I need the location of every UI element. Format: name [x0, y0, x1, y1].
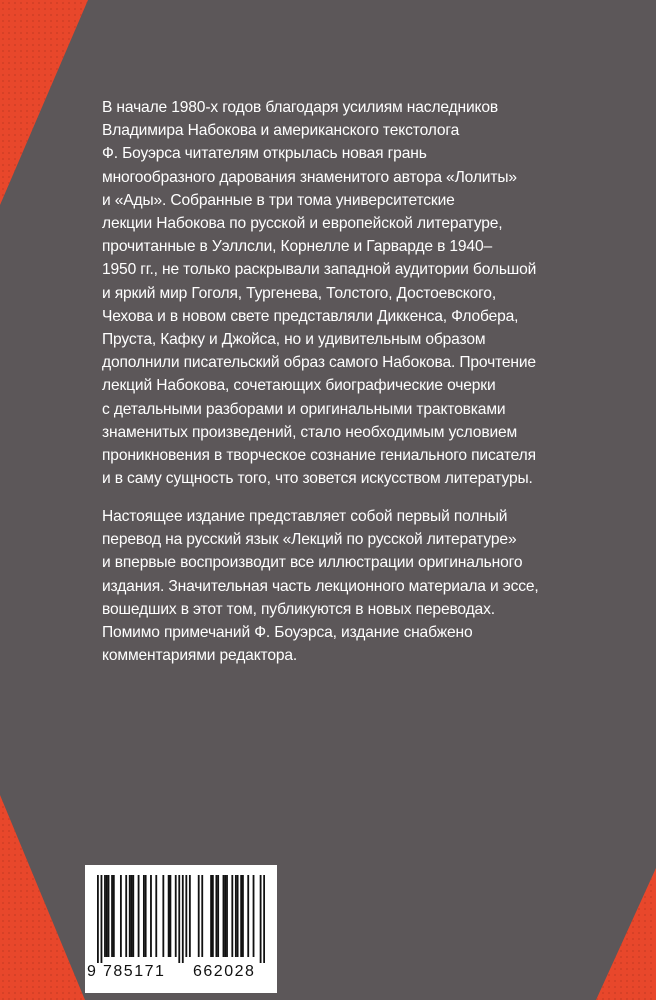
barcode-bar — [113, 875, 115, 957]
text-line: и в саму сущность того, что зовется искусством литературы. — [102, 470, 533, 488]
text-line: Чехова и в новом свете представляли Диккенса, Флобера, — [102, 307, 519, 325]
text-line: многообразного дарования знаменитого автора «Лолиты» — [102, 168, 517, 186]
barcode-bar — [189, 875, 191, 957]
barcode-bar — [182, 875, 184, 963]
barcode-bar — [263, 875, 265, 963]
text-line: Пруста, Кафку и Джойса, но и удивительным образом — [102, 331, 486, 349]
barcode-bar — [198, 875, 200, 957]
barcode-bar — [97, 875, 99, 963]
barcode-bar — [240, 875, 242, 957]
barcode-bar — [104, 875, 106, 957]
text-line: комментариями редактора. — [102, 647, 298, 665]
barcode-bar — [253, 875, 255, 957]
text-line: и «Ады». Собранные в три тома университетские — [102, 191, 455, 209]
isbn-barcode — [85, 865, 277, 993]
barcode-bar — [162, 875, 164, 957]
text-line: прочитанные в Уэллсли, Корнелле и Гарварде в 1940– — [102, 238, 492, 256]
barcode-bar — [143, 875, 145, 957]
barcode-bar — [145, 875, 147, 957]
barcode-bar — [129, 875, 131, 957]
barcode-bar — [138, 875, 140, 957]
barcode-bar — [106, 875, 108, 957]
text-line: и впервые воспроизводит все иллюстрации оригинального — [102, 554, 523, 572]
barcode-bar — [101, 875, 103, 963]
text-line: проникновения в творческое сознание гениального писателя — [102, 447, 536, 465]
barcode-bar — [210, 875, 212, 957]
barcode-bar — [215, 875, 217, 957]
text-line: Настоящее издание представляет собой первый полный — [102, 508, 508, 525]
annotation-paragraph-1 — [102, 96, 582, 490]
barcode-bar — [201, 875, 203, 957]
text-line: лекции Набокова по русской и европейской литературе, — [102, 215, 503, 233]
text-line: дополнили писательский образ самого Набокова. Прочтение — [102, 354, 536, 372]
barcode-bar — [125, 875, 127, 957]
barcode-bar — [235, 875, 237, 957]
text-line: знаменитых произведений, стало необходимым условием — [102, 423, 518, 441]
barcode-bar — [178, 875, 180, 963]
barcode-bars — [97, 875, 265, 963]
barcode-bar — [185, 875, 187, 957]
barcode-bar — [155, 875, 157, 957]
barcode-bar — [217, 875, 219, 957]
text-line: издания. Значительная часть лекционного материала и эссе, — [102, 577, 539, 595]
barcode-bar — [131, 875, 133, 957]
text-line: Ф. Боуэрса читателям открылась новая грань — [102, 145, 427, 163]
barcode-bar — [170, 875, 172, 957]
barcode-bar — [223, 875, 225, 957]
barcode-first-digit: 9 — [87, 963, 98, 980]
text-line: Помимо примечаний Ф. Боуэрса, издание снабжено — [102, 624, 473, 642]
text-line: вошедших в этот том, публикуются в новых переводах. — [102, 600, 495, 618]
barcode-bar — [111, 875, 113, 957]
barcode-bar — [120, 875, 122, 957]
barcode-bar — [260, 875, 262, 963]
barcode-bar — [108, 875, 110, 957]
barcode-bar — [168, 875, 170, 957]
barcode-bar — [231, 875, 233, 957]
barcode-bar — [224, 875, 226, 957]
barcode-right-digits: 662028 — [193, 963, 256, 980]
text-line: перевод на русский язык «Лекций по русской литературе» — [102, 531, 517, 549]
text-line: 1950 гг., не только раскрывали западной аудитории большой — [102, 261, 537, 279]
barcode-bar — [150, 875, 152, 957]
annotation-paragraph-2 — [102, 505, 582, 667]
barcode-bar — [226, 875, 228, 957]
text-line: лекций Набокова, сочетающих биографические очерки — [102, 377, 496, 395]
barcode-bar — [242, 875, 244, 957]
barcode-bar — [175, 875, 177, 957]
barcode-bar — [247, 875, 249, 957]
text-line: В начале 1980-х годов благодаря усилиям наследников — [102, 99, 499, 116]
text-line: и яркий мир Гоголя, Тургенева, Толстого, Достоевского, — [102, 284, 497, 302]
barcode-bar — [132, 875, 134, 957]
text-line: Владимира Набокова и американского текстолога — [102, 122, 460, 140]
text-line: с детальными разборами и оригинальными трактовками — [102, 400, 506, 418]
barcode-bar — [212, 875, 214, 957]
barcode-bar — [237, 875, 239, 957]
barcode-left-digits: 785171 — [103, 963, 166, 980]
